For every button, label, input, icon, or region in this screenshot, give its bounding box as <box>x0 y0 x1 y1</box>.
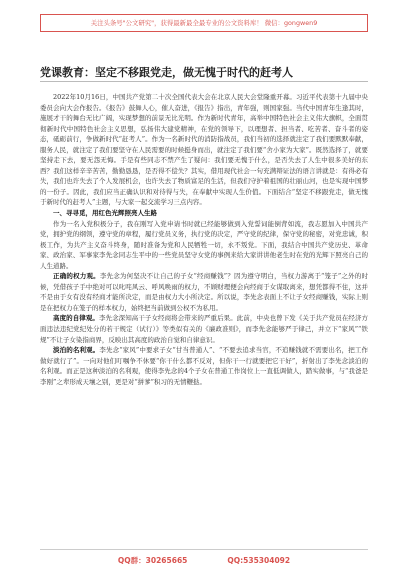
intro-paragraph: 2022年10月16日，中国共产党第二十次全国代表大会在北京人民大会堂隆重开幕。习近平代表第十九届中央委员会向大会作报告。《报告》鼓舞人心，催人奋进，《报告》指出，青年强，则国家强。当代中国青年生逢其时，施展才干的舞台无比广阔，实现梦想的前景无比光明。作为新时代青年，高举中国特色社会主义伟大旗帜，全面贯彻新时代中国特色社会主义思想，弘扬伟大建党精神，在党的领导下，以理想者、担当者、吃苦者、奋斗者的姿态，砥砺前行，争做新时代“赶考人”。作为一名新时代的消防指战员，我们当初的选择就注定了我们要默默奉献，服务人民，就注定了我们要坚守在人民需要的时候挺身而出，就注定了我们要“舍小家为大家”。既然选择了，就要坚持走下去，要无怨无悔。手是有些同志不禁产生了疑问：我们要无愧于什么，是否失去了人生中很多美好的东西？我们这样辛辛苦苦，勤勤恳恳，是否得不偿失？其实，借用现代社会一句充满辩证法的语言讲就是：有得必有失，我们也许失去了个人发展机会，也许失去了物质富足的生活，但我们守护着祖国的壮丽山河，也是实现中国梦的一份子。因此，我们应当正确认识和对待得与失，在奉献中实现人生价值。下面结合“坚定不移跟党走，做无愧于新时代的赶考人”主题，与大家一起交流学习三点内容。 <box>40 93 368 207</box>
footer-divider <box>40 549 368 550</box>
subsection-paragraph <box>40 345 368 387</box>
subsection-text: 李先念“家风”中要求子女“甘当普通人”、“不要去追求当官，不追赚钱就不需要出名，把工作做好就行了”。一向对他们叮嘱争不休要“你干什么都不反对，但你干一行就要把它干好”，折射出了李先念淡泊的名利观。而正是这种淡泊的名利观，使得李先念的4个子女在普通工作岗位上一直低调做人，踏实做事，与“我爸是李刚”之辈形成天壤之别，更是对“拼爹”积习的无情鞭挞。 <box>40 346 368 386</box>
subsection-title: 正确的权力观。 <box>53 272 100 281</box>
subsection-title: 淡泊的名利观。 <box>53 346 100 355</box>
subsection-text: 李先念为何坚决不让自己的子女“经商赚钱”？因为遵守明白，当权力游离于“笼子”之外的时候，凭借孩子手中绝对可以叱咤风云、呼风唤雨的权力，不顾财理便会向经商于女谋取离来，想凭都得不住，这并不是由于女有没有经商才能所决定，而是由权力大小所决定。所以说，李先念表面上不让子女经商赚钱，实际上则是在把权力在笼子的样本权力，始终把当前做到公权不为私用。 <box>40 272 368 312</box>
subsection-text: 李先念深知高干子女经商将会带来的严重后果。此前，中央也曾下发《关于共产党员在经济方面违法违纪党纪处分的若干规定（试行）》等类似有关的《廉政准则》，而李先念能够严于律己，并立下“家风”“铁规”不让子女染指商界，反映出其高度的政治自觉和自律意识。 <box>40 314 368 344</box>
document-body <box>40 92 368 540</box>
subsection-paragraph <box>40 313 368 345</box>
title-divider <box>40 81 368 82</box>
section-heading-1: 一、寻寻觅，用红色光辉照亮人生路 <box>53 209 157 218</box>
footer-qq-group: QQ群：30265665 <box>117 555 188 565</box>
document-title: 党课教育：坚定不移跟党走，做无愧于时代的赶考人 <box>40 66 293 79</box>
subsection-title: 高度的自律观。 <box>53 314 99 323</box>
promo-banner[interactable]: 关注头条号"公文研究"，获得最新最全最专业的公文资料库！ 微信：gongwen9 <box>40 14 368 32</box>
footer-qq: QQ:535304092 <box>227 555 291 565</box>
page-footer <box>40 552 368 568</box>
subsection-paragraph <box>40 271 368 313</box>
section-paragraph-1: 作为一名入党积极分子，我在刚写入党申请书时就已经能够做到入党誓词能倒背如流，我志愿加入中国共产党，拥护党的纲领，遵守党的章程，履行党员义务，执行党的决定，严守党的纪律，保守党的秘密，对党忠诚，积极工作，为共产主义奋斗终身，随时准备为党和人民牺牲一切，永不叛党。下面，我结合中国共产党历史、革命家、政治家、军事家李先念同志生平中的一些党员坚守女党的事例来给大家讲讲他老生时在党的光辉下照亮自己的人生道路。 <box>40 219 368 270</box>
